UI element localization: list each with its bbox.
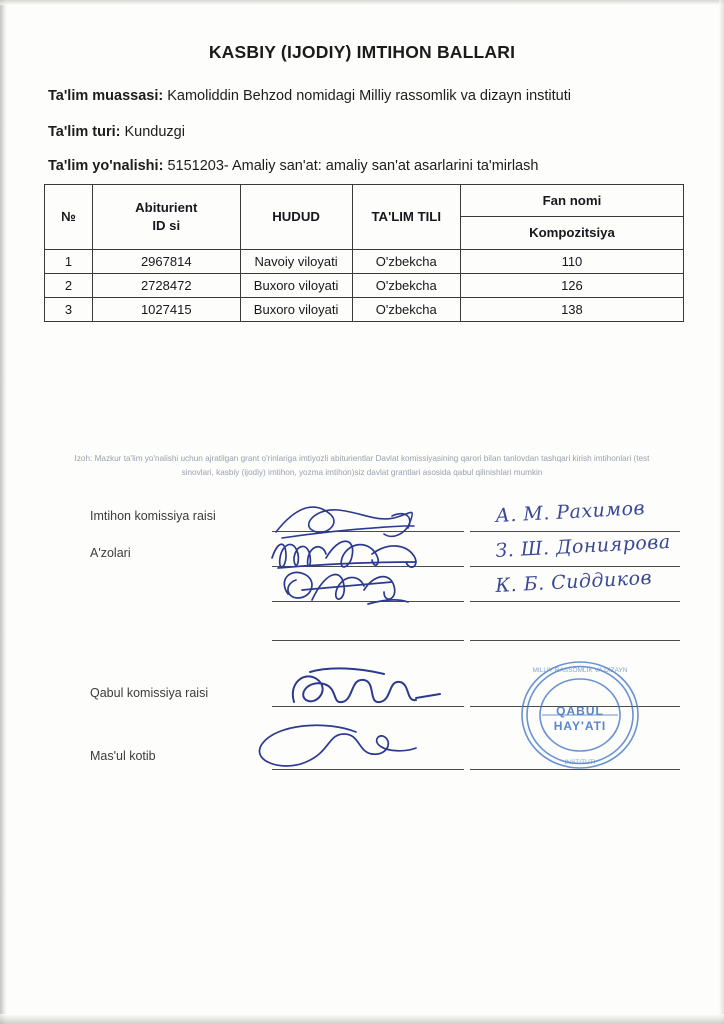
signature-rule: [272, 566, 464, 567]
handwritten-name-3: К. Б. Сиддиков: [494, 566, 653, 597]
scores-table: [44, 184, 684, 322]
meta-education-type: [48, 124, 185, 140]
stamp-rings-icon: [518, 658, 642, 772]
cell-score: 126: [460, 274, 683, 298]
cell-no: 1: [45, 250, 93, 274]
cell-applicant-id: 2728472: [92, 274, 240, 298]
meta-direction: [48, 158, 538, 174]
meta-institution: [48, 88, 571, 104]
signature-rule: [470, 601, 680, 602]
column-header-applicant-id-line2: ID si: [152, 218, 181, 233]
column-header-applicant-id-line1: Abiturient: [135, 200, 198, 216]
cell-applicant-id: 1027415: [92, 298, 240, 322]
cell-no: 3: [45, 298, 93, 322]
signature-scribble-exam-chair: [264, 496, 484, 676]
meta-institution-label: Ta'lim muassasi:: [48, 88, 164, 104]
meta-direction-label: Ta'lim yo'nalishi:: [48, 158, 164, 174]
signature-scribble-secretary: [240, 712, 470, 784]
signature-rule: [272, 769, 464, 770]
cell-score: 138: [460, 298, 683, 322]
signature-rule: [272, 601, 464, 602]
cell-region: Buxoro viloyati: [240, 274, 352, 298]
signature-rule: [470, 769, 680, 770]
cell-language: O'zbekcha: [352, 298, 460, 322]
table-header-row-1: [45, 185, 684, 217]
signature-rule: [272, 706, 464, 707]
svg-text:MILLIY RASSOMLIK VA DIZAYN: MILLIY RASSOMLIK VA DIZAYN: [532, 667, 628, 674]
signature-rule: [272, 640, 464, 641]
signature-label-admission-chair: Qabul komissiya raisi: [90, 686, 209, 700]
scan-edge-top: [0, 0, 724, 5]
table-row: [45, 274, 684, 298]
cell-applicant-id: 2967814: [92, 250, 240, 274]
stamp-line-1: QABUL: [556, 704, 604, 718]
column-header-no: №: [45, 185, 93, 250]
table-row: [45, 250, 684, 274]
column-header-region: HUDUD: [240, 185, 352, 250]
signature-scribble-member-2: [272, 560, 482, 630]
svg-text:INSTITUTI: INSTITUTI: [564, 759, 596, 766]
stamp-line-2: HAY'ATI: [553, 719, 607, 733]
scan-edge-left: [0, 0, 7, 1024]
signature-rule: [272, 531, 464, 532]
signature-rule: [470, 640, 680, 641]
signature-rule: [470, 566, 680, 567]
cell-language: O'zbekcha: [352, 250, 460, 274]
cell-language: O'zbekcha: [352, 274, 460, 298]
column-header-subject-group: Fan nomi: [460, 185, 683, 217]
official-stamp: [518, 658, 642, 772]
meta-education-type-label: Ta'lim turi:: [48, 124, 121, 140]
cell-score: 110: [460, 250, 683, 274]
meta-direction-value: 5151203- Amaliy san'at: amaliy san'at asarlarini ta'mirlash: [167, 158, 539, 174]
signature-scribble-admission-chair: [280, 664, 480, 724]
footnote: Izoh: Mazkur ta'lim yo'nalishi uchun ajratilgan grant o'rinlariga imtiyozli abiturientlar Davlat komissiyasining qarori bilan tanlovdan tashqari kirish imtihonlari (test sinovlari, kasbiy (ijodiy) imtihon, yozma imtihon)siz davlat grantlari asosida qabul qilinishlari mumkin: [74, 454, 650, 478]
handwritten-name-1: А. М. Рахимов: [494, 497, 646, 527]
cell-region: Navoiy viloyati: [240, 250, 352, 274]
scores-table-body: [45, 250, 684, 322]
column-header-applicant-id: [92, 185, 240, 250]
signature-scribble-member-1: [264, 528, 484, 598]
signature-label-exam-chair: Imtihon komissiya raisi: [90, 509, 216, 523]
signature-rule: [470, 706, 680, 707]
column-header-subject-name: Kompozitsiya: [460, 217, 683, 250]
meta-institution-value: Kamoliddin Behzod nomidagi Milliy rassomlik va dizayn instituti: [167, 88, 571, 104]
cell-no: 2: [45, 274, 93, 298]
meta-education-type-value: Kunduzgi: [124, 124, 185, 140]
page-title: KASBIY (IJODIY) IMTIHON BALLARI: [208, 42, 516, 62]
scan-edge-bottom: [0, 1014, 724, 1024]
table-row: [45, 298, 684, 322]
handwritten-name-2: З. Ш. Дониярова: [494, 530, 672, 562]
column-header-language: TA'LIM TILI: [352, 185, 460, 250]
cell-region: Buxoro viloyati: [240, 298, 352, 322]
signature-label-members: A'zolari: [90, 546, 131, 560]
signature-rule: [470, 531, 680, 532]
scores-table-head: [45, 185, 684, 250]
scan-edge-right: [719, 0, 724, 1024]
signature-label-secretary: Mas'ul kotib: [90, 749, 156, 763]
